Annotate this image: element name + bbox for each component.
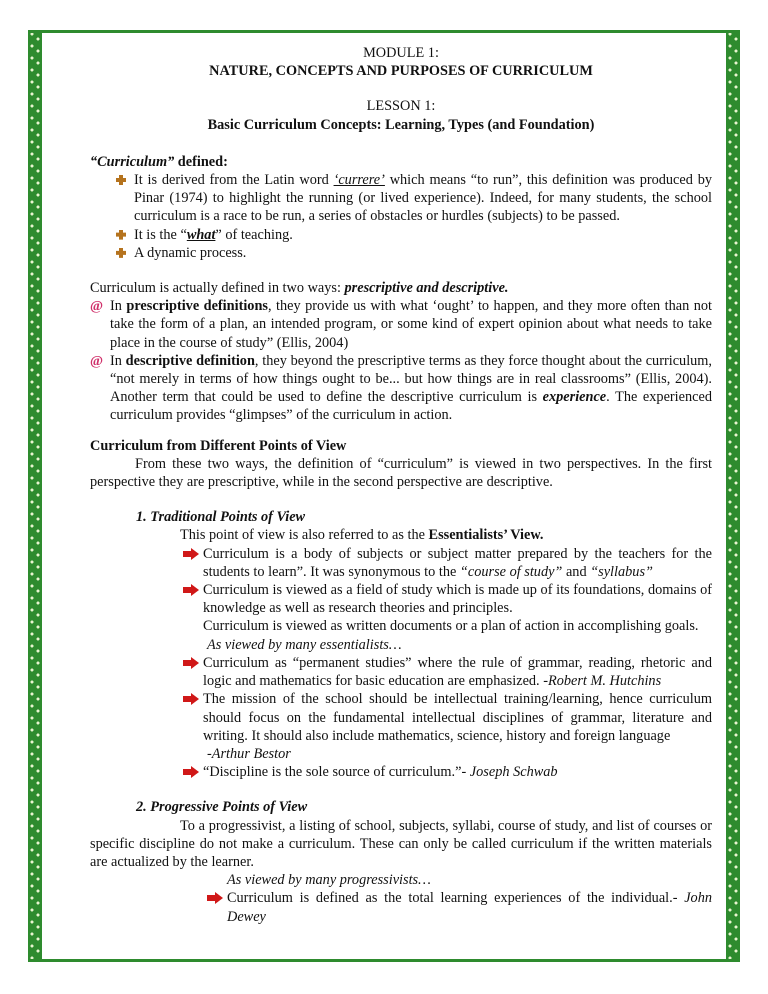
definition-list bbox=[134, 171, 712, 262]
as-viewed-note: As viewed by many progressivists… bbox=[227, 872, 431, 889]
arrow-bullet-icon bbox=[183, 693, 199, 705]
traditional-heading: 1. Traditional Points of View bbox=[136, 509, 306, 526]
bottom-border bbox=[28, 959, 740, 962]
list-item: @ In descriptive definition, they beyond the prescriptive terms as they force thought about the curriculum, “not merely in terms of how things ought to be... but how things are in real classrooms” (Ellis, 2004). Another term that could be used to define the descriptive curriculum is experience. The experienced curriculum provides “glimpses” of the curriculum in action. bbox=[90, 352, 713, 424]
spiral-bullet-icon: @ bbox=[90, 353, 104, 369]
spiral-bullet-icon: @ bbox=[90, 299, 104, 315]
list-item: Curriculum is a body of subjects or subject matter prepared by the teachers for the students to learn”. It was synonymous to the “course of study” and “syllabus” bbox=[203, 545, 712, 581]
definition-heading bbox=[90, 153, 712, 171]
term: “Curriculum” bbox=[90, 153, 175, 170]
progressive-heading: 2. Progressive Points of View bbox=[136, 799, 308, 816]
list-item: “Discipline is the sole source of curriculum.”- Joseph Schwab bbox=[203, 763, 712, 781]
list-item: The mission of the school should be intellectual training/learning, hence curriculum should focus on the fundamental intellectual disciplines of grammar, literature and writing. It should also include mathematics, science, history and foreign language -Arthur Bestor bbox=[203, 690, 712, 763]
list-item: Curriculum as “permanent studies” where the rule of grammar, reading, rhetoric and logic and mathematics for basic education are emphasized. -Robert M. Hutchins bbox=[203, 654, 712, 690]
lesson-label: LESSON 1: bbox=[366, 98, 436, 115]
module-label: MODULE 1: bbox=[363, 45, 439, 61]
currere-term: ‘currere’ bbox=[333, 172, 385, 189]
list-item: Curriculum is defined as the total learning experiences of the individual.- John Dewey bbox=[227, 889, 712, 925]
arrow-bullet-icon bbox=[183, 584, 199, 596]
list-item: It is derived from the Latin word ‘currere’ which means “to run”, this definition was produced by Pinar (1974) to highlight the running (or lived experience). Indeed, for many students, the school curriculum is a race to be run, a series of obstacles or hurdles (subjects) to be passed. bbox=[134, 171, 712, 226]
list-item: Curriculum is viewed as written documents or a plan of action in accomplishing goals. bbox=[203, 618, 699, 635]
ways-intro: Curriculum is actually defined in two ways: prescriptive and descriptive. bbox=[90, 280, 509, 297]
pov-heading: Curriculum from Different Points of View bbox=[90, 437, 347, 454]
arrow-bullet-icon bbox=[207, 892, 223, 904]
traditional-intro: This point of view is also referred to as the Essentialists’ View. bbox=[180, 527, 544, 544]
ways-list bbox=[90, 297, 713, 424]
top-border bbox=[28, 30, 740, 33]
arrow-bullet-icon bbox=[183, 657, 199, 669]
arrow-bullet-icon bbox=[183, 548, 199, 560]
square-bullet-icon bbox=[116, 230, 126, 240]
pov-intro: From these two ways, the definition of “curriculum” is viewed in two perspectives. In the first perspective they are prescriptive, while in the second perspective are descriptive. bbox=[90, 455, 712, 491]
module-title: NATURE, CONCEPTS AND PURPOSES OF CURRICULUM bbox=[209, 63, 593, 80]
arrow-bullet-icon bbox=[183, 766, 199, 778]
left-vine-border bbox=[28, 30, 42, 962]
square-bullet-icon bbox=[116, 175, 126, 185]
lesson-title: Basic Curriculum Concepts: Learning, Types (and Foundation) bbox=[207, 116, 595, 133]
document-body bbox=[90, 44, 712, 926]
progressive-list bbox=[227, 871, 712, 926]
heading-rest: defined: bbox=[174, 153, 228, 170]
square-bullet-icon bbox=[116, 248, 126, 258]
progressive-intro: To a progressivist, a listing of school, subjects, syllabi, course of study, and list of courses or specific discipline do not make a curriculum. These can only be called curriculum if the written materials are actualized by the learner. bbox=[90, 817, 712, 870]
traditional-list bbox=[203, 545, 712, 782]
list-item: A dynamic process. bbox=[134, 244, 712, 262]
as-viewed-note: As viewed by many essentialists… bbox=[207, 636, 402, 653]
list-item: It is the “what” of teaching. bbox=[134, 226, 712, 244]
right-vine-border bbox=[726, 30, 740, 962]
list-item: @ In prescriptive definitions, they provide us with what ‘ought’ to happen, and they more often than not take the form of a plan, an intended program, or some kind of expert opinion about what needs to take place in the course of study” (Ellis, 2004) bbox=[90, 298, 712, 351]
list-item: Curriculum is viewed as a field of study which is made up of its foundations, domains of knowledge as well as research theories and principles. bbox=[203, 581, 712, 617]
